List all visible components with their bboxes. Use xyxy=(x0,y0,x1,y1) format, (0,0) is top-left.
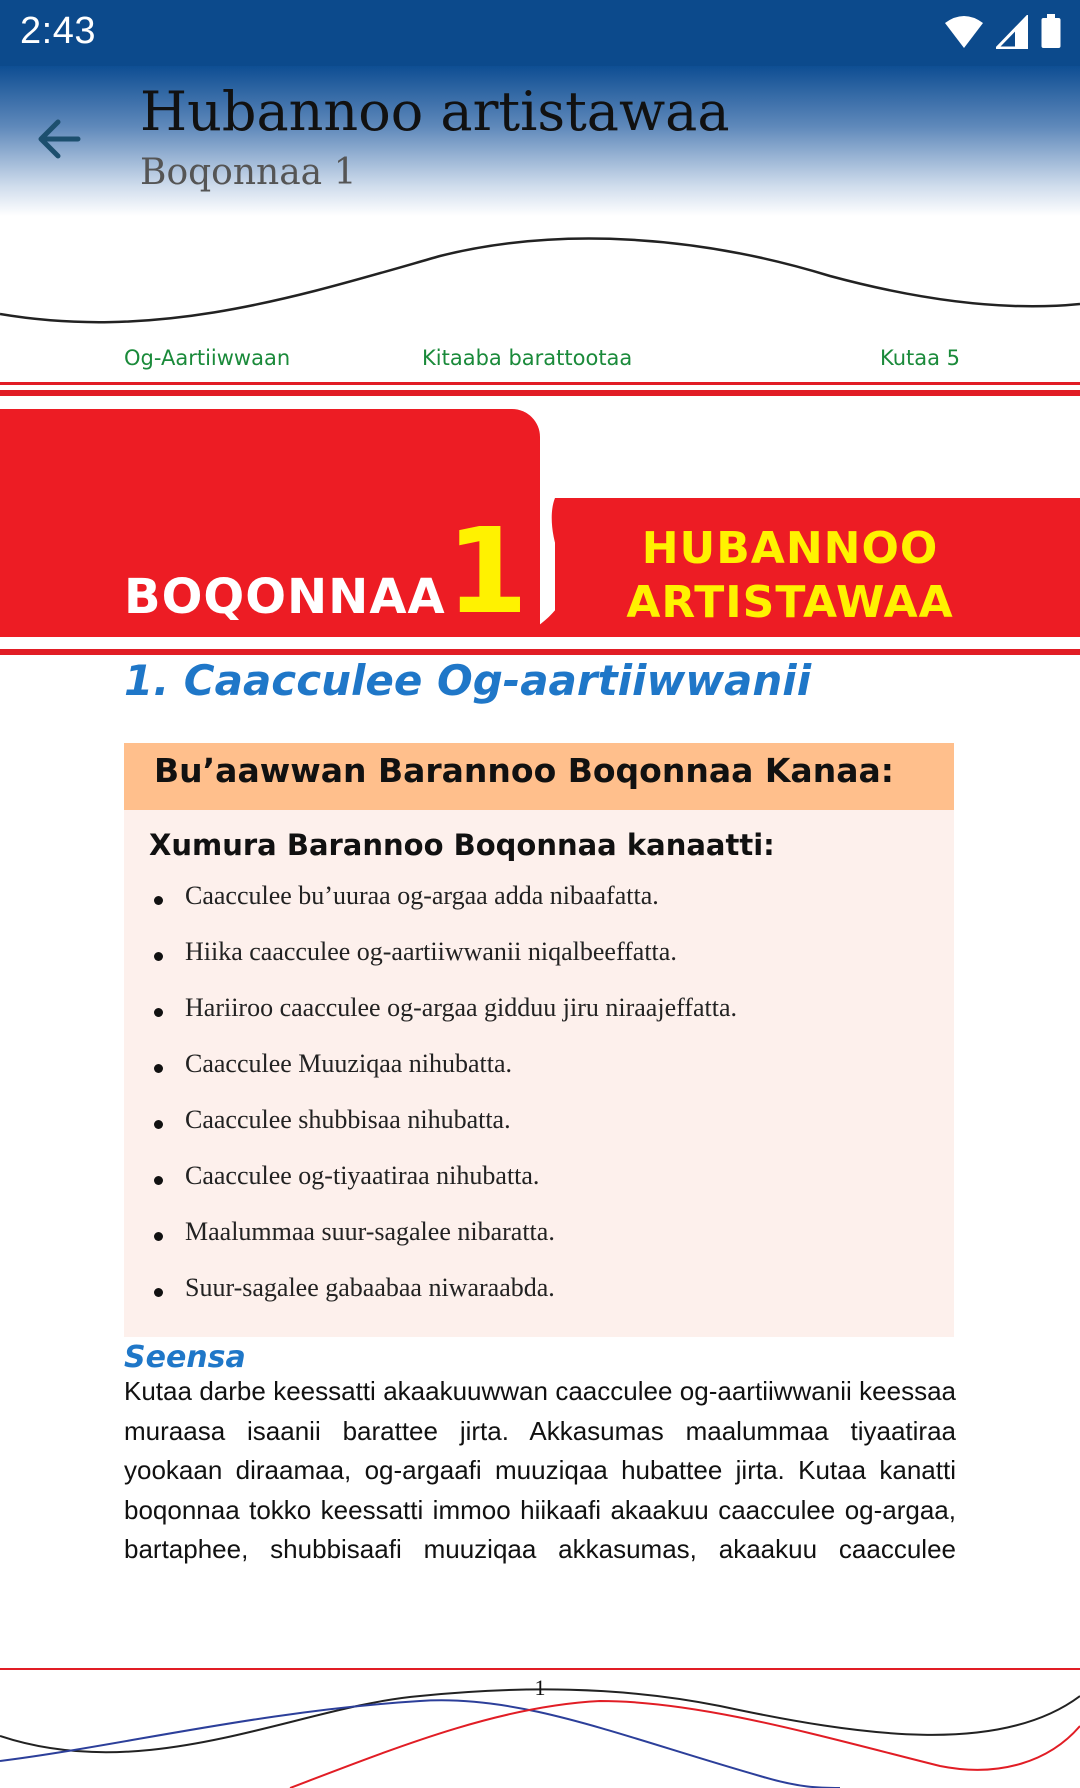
paragraph-line: bartaphee, shubbisaafi muuziqaa akkasumas, akaakuu caacculee xyxy=(124,1534,956,1564)
list-item xyxy=(124,1273,954,1329)
objectives-subheader: Xumura Barannoo Boqonnaa kanaatti: xyxy=(149,828,775,862)
section-heading: 1. Caacculee Og-aartiiwwanii xyxy=(124,656,812,705)
objective-text: Caacculee shubbisaa nihubatta. xyxy=(185,1105,511,1134)
page-number: 1 xyxy=(534,1675,546,1700)
objectives-header-bar xyxy=(124,743,954,810)
banner-swoosh-decoration xyxy=(520,498,580,637)
header-wave-decoration xyxy=(0,216,1080,336)
wifi-icon xyxy=(944,15,984,49)
app-bar xyxy=(0,66,1080,216)
objective-text: Hiika caacculee og-aartiiwwanii niqalbeeffatta. xyxy=(185,937,677,966)
back-arrow-icon[interactable] xyxy=(30,111,86,167)
objective-text: Caacculee Muuziqaa nihubatta. xyxy=(185,1049,513,1078)
list-item xyxy=(124,881,954,937)
paragraph-line: boqonnaa tokko keessatti immoo hiikaafi akaakuu caacculee og-argaa, xyxy=(124,1494,956,1525)
intro-heading: Seensa xyxy=(124,1340,246,1375)
app-title: Hubannoo artistawaa xyxy=(140,80,730,143)
objective-text: Caacculee og-tiyaatiraa nihubatta. xyxy=(185,1161,540,1190)
objectives-list xyxy=(124,881,954,1329)
paragraph-line: yookaan diraamaa, og-argaafi muuziqaa hubattee jirta. Kutaa kanatti xyxy=(124,1455,956,1485)
learning-objectives-box xyxy=(124,743,954,1337)
objective-text: Maalummaa suur-sagalee nibaratta. xyxy=(185,1217,555,1246)
objective-text: Hariiroo caacculee og-argaa gidduu jiru niraajeffatta. xyxy=(185,993,737,1022)
paragraph-line: Kutaa darbe keessatti akaakuuwwan caacculee og-aartiiwwanii keessaa xyxy=(124,1376,956,1406)
chapter-title-line-2: ARTISTAWAA xyxy=(626,577,954,628)
header-book-type: Kitaaba barattootaa xyxy=(422,346,633,370)
list-item xyxy=(124,1161,954,1217)
chapter-label: BOQONNAA xyxy=(124,569,446,625)
objectives-header: Bu’aawwan Barannoo Boqonnaa Kanaa: xyxy=(154,751,894,790)
cell-signal-icon xyxy=(996,15,1028,49)
list-item xyxy=(124,1217,954,1273)
book-page[interactable] xyxy=(0,216,1080,1788)
banner-bottom-divider xyxy=(0,649,1080,655)
battery-icon xyxy=(1040,14,1062,50)
status-time: 2:43 xyxy=(20,10,96,52)
bullet-icon xyxy=(154,1120,163,1129)
objective-text: Suur-sagalee gabaabaa niwaraabda. xyxy=(185,1273,555,1302)
header-grade: Kutaa 5 xyxy=(880,346,961,370)
bullet-icon xyxy=(154,952,163,961)
header-divider-thin xyxy=(0,382,1080,385)
status-icons xyxy=(944,12,1062,52)
bullet-icon xyxy=(154,896,163,905)
app-subtitle: Boqonnaa 1 xyxy=(140,152,357,193)
status-bar xyxy=(0,0,1080,66)
header-subject: Og-Aartiiwwaan xyxy=(124,346,291,370)
list-item xyxy=(124,1049,954,1105)
list-item xyxy=(124,993,954,1049)
paragraph-line: muraasa isaanii barattee jirta. Akkasumas maalummaa tiyaatiraa xyxy=(124,1415,956,1446)
list-item xyxy=(124,1105,954,1161)
chapter-number: 1 xyxy=(446,502,529,640)
bullet-icon xyxy=(154,1176,163,1185)
list-item xyxy=(124,937,954,993)
objective-text: Caacculee bu’uuraa og-argaa adda nibaafatta. xyxy=(185,881,659,910)
chapter-title-line-1: HUBANNOO xyxy=(641,523,939,574)
bullet-icon xyxy=(154,1232,163,1241)
bullet-icon xyxy=(154,1288,163,1297)
intro-paragraph xyxy=(124,1376,956,1574)
bullet-icon xyxy=(154,1008,163,1017)
bullet-icon xyxy=(154,1064,163,1073)
chapter-title xyxy=(600,522,980,630)
header-divider-thick xyxy=(0,390,1080,396)
